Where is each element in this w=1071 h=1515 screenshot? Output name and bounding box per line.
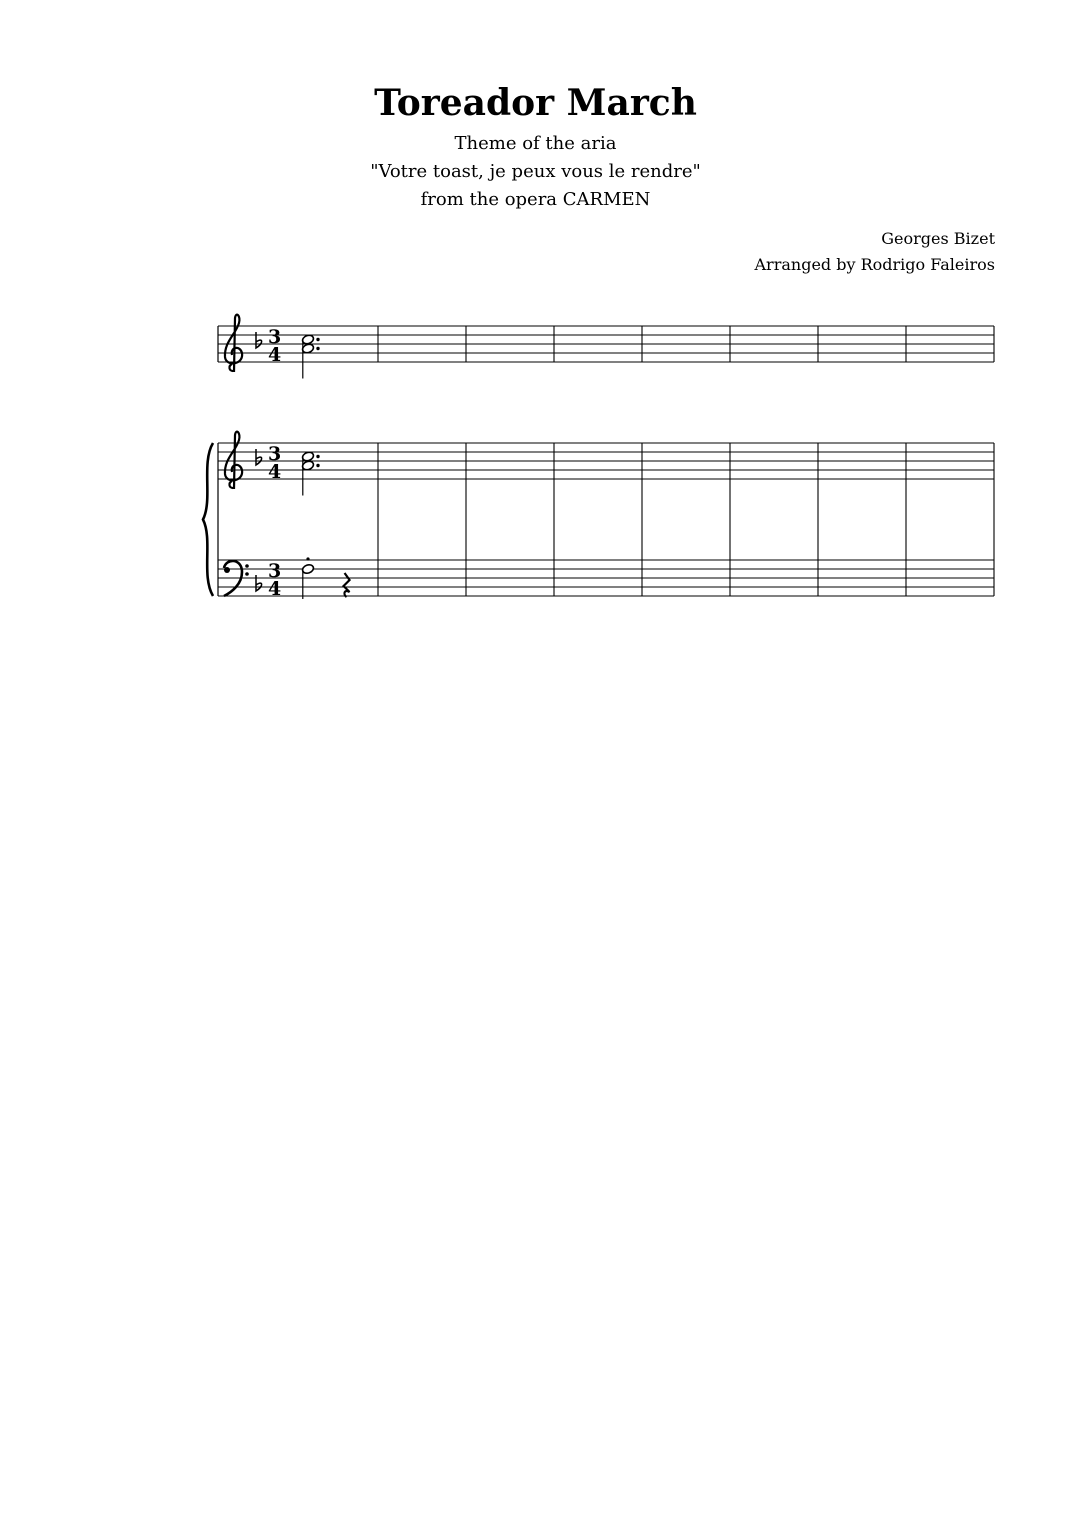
time-signature-bottom: 4 — [268, 461, 282, 483]
system-1 — [203, 315, 994, 600]
flat-sign — [256, 575, 262, 591]
score-title: Toreador March — [374, 82, 697, 124]
composer-credit: Georges Bizet — [881, 229, 995, 248]
piano-brace — [203, 443, 213, 596]
quarter-rest — [344, 573, 350, 597]
staccato-dot — [306, 557, 309, 560]
arranger-credit: Arranged by Rodrigo Faleiros — [754, 255, 995, 274]
bass-clef-dot — [245, 572, 249, 576]
augmentation-dot — [316, 455, 319, 458]
time-signature-top: 3 — [268, 443, 282, 465]
subtitle-line-3: from the opera CARMEN — [420, 189, 651, 210]
time-signature-bottom: 4 — [268, 578, 282, 600]
treble-clef — [225, 315, 242, 372]
augmentation-dot — [316, 347, 319, 350]
augmentation-dot — [316, 338, 319, 341]
augmentation-dot — [316, 464, 319, 467]
flat-sign — [256, 332, 262, 348]
flat-sign — [256, 449, 262, 465]
subtitle-line-2: "Votre toast, je peux vous le rendre" — [370, 161, 701, 182]
bass-clef-dot — [224, 567, 230, 573]
time-signature-top: 3 — [268, 326, 282, 348]
treble-clef — [225, 432, 242, 489]
bass-clef-dot — [245, 564, 249, 568]
subtitle-line-1: Theme of the aria — [454, 133, 617, 154]
time-signature-bottom: 4 — [268, 344, 282, 366]
time-signature-top: 3 — [268, 560, 282, 582]
